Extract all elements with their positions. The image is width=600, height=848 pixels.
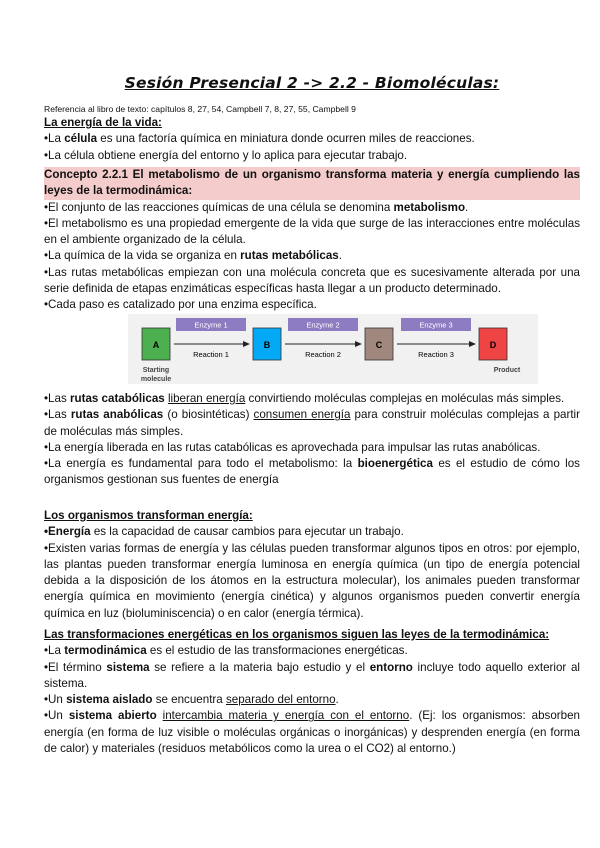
concept-heading: Concepto 2.2.1 El metabolismo de un organismo transforma materia y energía cumpliendo las leyes de la termodinámica: [44,167,580,200]
bullet: •El término sistema se refiere a la materia bajo estudio y el entorno incluye todo aquello exterior al sistema. [44,660,580,690]
section-energy-of-life [44,115,580,164]
bullet: •Energía es la capacidad de causar cambios para ejecutar un trabajo. [44,525,404,539]
section-heading: Las transformaciones energéticas en los organismos siguen las leyes de la termodinámica: [44,628,550,641]
bullet: •La energía liberada en las rutas catabólicas es aprovechada para impulsar las rutas anabólicas. [44,440,541,454]
textbook-reference: Referencia al libro de texto: capítulos 8, 27, 54, Campbell 7, 8, 27, 55, Campbell 9 [44,104,356,114]
enzyme-3-label: Enzyme 3 [419,320,453,330]
pathway-svg [128,314,538,384]
enzyme-2-label: Enzyme 2 [306,320,340,330]
bullet: •Las rutas anabólicas (o biosintéticas) consumen energía para construir moléculas complejas a partir de moléculas más simples. [44,408,580,438]
section-concept-2-2-1 [44,167,580,314]
bullet: •La célula es una factoría química en miniatura donde ocurren miles de reacciones. [44,132,475,146]
section-thermodynamics [44,627,580,757]
node-a-label: A [152,340,160,350]
bullet: •Un sistema aislado se encuentra separado del entorno. [44,693,339,707]
bullet: •La célula obtiene energía del entorno y lo aplica para ejecutar trabajo. [44,148,408,162]
node-c-label: C [375,340,383,350]
bullet: •El metabolismo es una propiedad emergente de la vida que surge de las interacciones entre moléculas en el ambiente organizado de la célula. [44,216,580,247]
bullet: •Un sistema abierto intercambia materia y energía con el entorno. (Ej: los organismos: absorben energía (en forma de luz visible o moléculas orgánicas o inorgánicas) y desprenden energía (en forma de calor) y materiales (residuos metabólicos como la urea o el CO2) al entorno.) [44,709,580,756]
bullet: •Las rutas catabólicas liberan energía convirtiendo moléculas complejas en moléculas más simples. [44,392,565,405]
bullet: •La energía es fundamental para todo el metabolismo: la bioenergética es el estudio de cómo los organismos gestionan sus fuentes de energía [44,457,580,487]
node-b-label: B [263,340,271,350]
node-d-label: D [489,340,497,350]
bullet: •Las rutas metabólicas empiezan con una molécula concreta que es sucesivamente alterada por una serie definida de etapas enzimáticas específicas hasta llegar a un producto determinado. [44,265,580,296]
reaction-3-label: Reaction 3 [418,350,454,359]
enzyme-1-label: Enzyme 1 [194,320,228,330]
bullet: •Existen varias formas de energía y las células pueden transformar algunos tipos en otros: por ejemplo, las plantas pueden transformar energía luminosa en energía química (un tipo de energía potencial debida a la disposición de los átomos en la estructura molecular), los animales pueden transformar energía química en movimiento (energía cinética) y algunos organismos pueden convertir energía química en luz (bioluminiscencia) o en calor (energía térmica). [44,541,580,620]
starting-label: Starting [142,367,170,374]
section-organisms-transform-energy [44,508,580,622]
product-label: Product [493,367,521,374]
page-title: Sesión Presencial 2 -> 2.2 - Biomoléculas: [124,74,500,92]
section-heading: La energía de la vida: [44,116,162,129]
molecule-label: molecule [140,376,172,383]
reaction-2-label: Reaction 2 [305,350,341,359]
reaction-1-label: Reaction 1 [193,350,229,359]
section-heading: Los organismos transforman energía: [44,509,253,522]
bullet: •El conjunto de las reacciones químicas de una célula se denomina metabolismo. [44,200,469,214]
bullet: •La termodinámica es el estudio de las transformaciones energéticas. [44,644,408,658]
bullet: •Cada paso es catalizado por una enzima específica. [44,298,317,312]
metabolic-pathway-diagram [128,314,538,384]
bullet: •La química de la vida se organiza en rutas metabólicas. [44,249,342,263]
section-pathways [44,391,580,489]
